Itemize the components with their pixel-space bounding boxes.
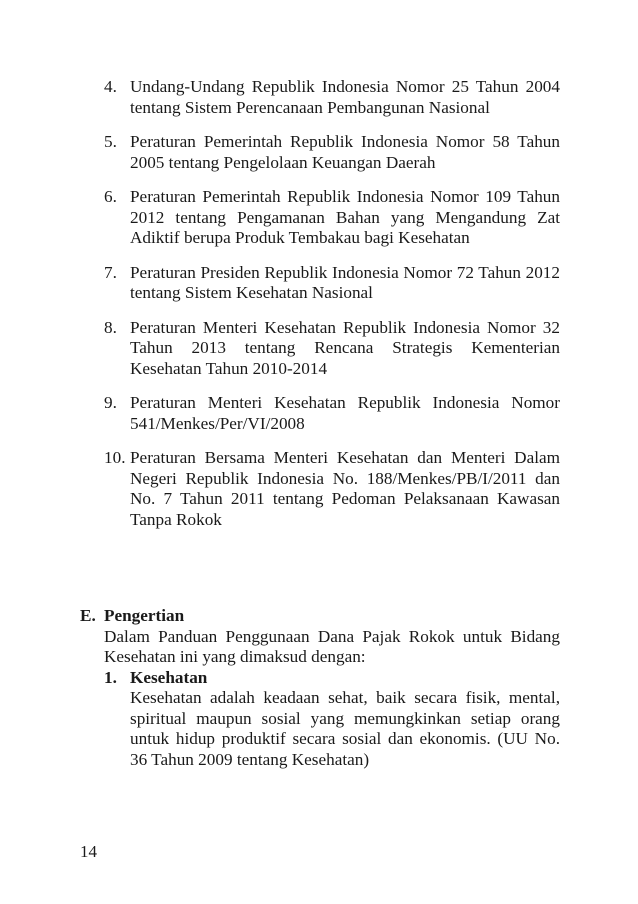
list-item-text: Peraturan Pemerintah Republik Indonesia Nomor 58 Tahun 2005 tentang Pengelolaan Keuangan Daerah — [130, 132, 560, 172]
section-intro: Dalam Panduan Penggunaan Dana Pajak Rokok untuk Bidang Kesehatan ini yang dimaksud dengan: — [104, 626, 560, 666]
subsection-heading — [104, 668, 560, 689]
list-item — [104, 448, 560, 530]
list-item-number: 4. — [104, 77, 117, 96]
page-number: 14 — [80, 842, 97, 861]
list-item — [104, 77, 560, 118]
list-item-number: 9. — [104, 393, 117, 412]
section-definitions — [80, 606, 560, 770]
list-item-number: 10. — [104, 448, 126, 467]
subsection-number: 1. — [104, 667, 117, 687]
list-item — [104, 393, 560, 434]
section-heading — [80, 606, 560, 627]
list-item-text: Peraturan Presiden Republik Indonesia Nomor 72 Tahun 2012 tentang Sistem Kesehatan Nasional — [130, 262, 560, 302]
subsection-title: Kesehatan — [130, 667, 208, 687]
list-item-number: 7. — [104, 262, 117, 282]
list-item-text: Peraturan Menteri Kesehatan Republik Indonesia Nomor 541/Menkes/Per/VI/2008 — [130, 393, 560, 433]
list-item — [104, 132, 560, 173]
section-letter: E. — [80, 606, 96, 625]
list-item-text: Peraturan Pemerintah Republik Indonesia Nomor 109 Tahun 2012 tentang Pengamanan Bahan yang Mengandung Zat Adiktif berupa Produk Tembakau bagi Kesehatan — [130, 187, 560, 247]
list-item — [104, 263, 560, 304]
list-item-number: 6. — [104, 187, 117, 206]
list-item-text: Undang-Undang Republik Indonesia Nomor 25 Tahun 2004 tentang Sistem Perencanaan Pembangunan Nasional — [130, 77, 560, 117]
list-item-number: 8. — [104, 317, 117, 337]
section-title: Pengertian — [104, 606, 185, 625]
list-item — [104, 318, 560, 380]
list-item-text: Peraturan Bersama Menteri Kesehatan dan Menteri Dalam Negeri Republik Indonesia No. 188/Menkes/PB/I/2011 dan No. 7 Tahun 2011 tentang Pedoman Pelaksanaan Kawasan Tanpa Rokok — [130, 448, 560, 529]
regulation-list — [104, 77, 560, 544]
list-item-number: 5. — [104, 132, 117, 151]
list-item-text: Peraturan Menteri Kesehatan Republik Indonesia Nomor 32 Tahun 2013 tentang Rencana Strategis Kementerian Kesehatan Tahun 2010-2014 — [130, 317, 560, 378]
list-item — [104, 187, 560, 249]
subsection-text: Kesehatan adalah keadaan sehat, baik secara fisik, mental, spiritual maupun sosial yang memungkinkan setiap orang untuk hidup produktif secara sosial dan ekonomis. (UU No. 36 Tahun 2009 tentang Kesehatan) — [130, 688, 560, 769]
